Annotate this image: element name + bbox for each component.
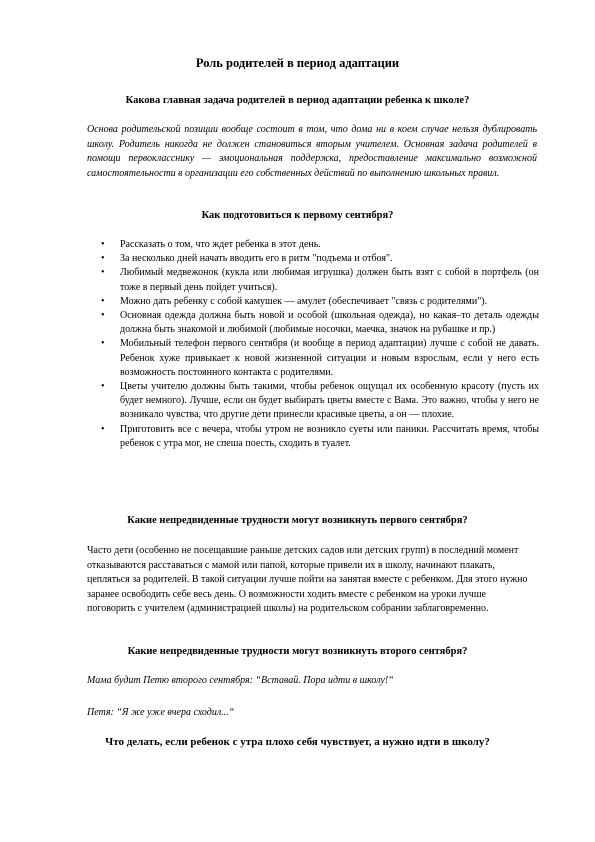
list-item-text: Цветы учителю должны быть такими, чтобы ребенок ощущал их особенную красоту (пусть их будет немного). Лучше, если он будет выбирать цветы вместе с Вама. Это важно, чтобы у него не возникало чувства, что другие дети принесли красивые цветы, а он — плохие. (120, 381, 539, 421)
document-title: Роль родителей в период адаптации (195, 56, 400, 70)
preparation-list (87, 238, 539, 451)
list-item (87, 266, 539, 294)
section-heading-second-september: Какие непредвиденные трудности могут возникнуть второго сентября? (127, 646, 468, 657)
section-heading-first-september-prep: Как подготовиться к первому сентября? (201, 210, 394, 221)
section-heading-feeling-unwell: Что делать, если ребенок с утра плохо себя чувствует, а нужно идти в школу? (105, 736, 490, 748)
list-item (87, 252, 539, 266)
list-item (87, 309, 539, 337)
paragraph-first-september-difficulties: Часто дети (особенно не посещавшие раньше детских садов или детских групп) в последний момент отказываются расставаться с мамой или папой, которые привели их в школу, начинают плакать, цепляться за родителей. В такой ситуации лучше пойти на занятая вместе с ребенком. Для этого нужно заранее освободить себе весь день. О возможности ходить вместе с ребенком на уроки лучше поговорить с учителем (администрацией школы) на родительском собрании заблаговременно. (87, 545, 528, 615)
paragraph-parent-position: Основа родительской позиции вообще состоит в том, что дома ни в коем случае нельзя дублировать школу. Родитель никогда не должен становиться вторым учителем. Основная задача родителей в помощи первокласснику — эмоциональная поддержка, предоставление максимально возможной самостоятельности в организации его собственных действий по выполнению школьных правил. (87, 124, 537, 179)
list-item-text: Мобильный телефон первого сентября (и вообще в период адаптации) лучше с собой не давать. Ребенок хуже привыкает к новой жизненной ситуации и новым взрослым, если у него есть возможность постоянного контакта с родителями. (120, 338, 539, 378)
bullet-icon: • (101, 267, 105, 279)
bullet-icon: • (101, 338, 105, 350)
list-item (87, 423, 539, 451)
list-item-text: Приготовить все с вечера, чтобы утром не возникло суеты или паники. Рассчитать время, чтобы ребенок с утра мог, не спеша поесть, сходить в туалет. (120, 423, 539, 449)
bullet-icon: • (101, 423, 105, 435)
bullet-icon: • (101, 253, 105, 265)
list-item-text: За несколько дней начать вводить его в ритм "подъема и отбоя". (120, 253, 393, 265)
list-item (87, 337, 539, 380)
dialogue-line-petya: Петя: “Я же уже вчера сходил...“ (87, 707, 235, 718)
list-item-text: Основная одежда должна быть новой и особой (школьная одежда), но какая–то деталь одежды должна быть знакомой и любимой (любимые носочки, маечка, значок на рубашке и пр.) (120, 310, 539, 336)
bullet-icon: • (101, 310, 105, 322)
list-item-text: Можно дать ребенку с собой камушек — амулет (обеспечивает "связь с родителями"). (120, 295, 488, 307)
bullet-icon: • (101, 239, 105, 250)
list-item (87, 380, 539, 423)
list-item (87, 238, 539, 252)
section-heading-main-task: Какова главная задача родителей в период адаптации ребенка к школе? (125, 95, 470, 106)
list-item-text: Любимый медвежонок (кукла или любимая игрушка) должен быть взят с собой в портфель (он тоже в первый день пойдет учиться). (120, 267, 539, 293)
list-item-text: Рассказать о том, что ждет ребенка в этот день. (120, 239, 321, 250)
list-item (87, 295, 539, 309)
dialogue-line-mom: Мама будит Петю второго сентября: “Вставай. Пора идти в школу!“ (87, 675, 394, 686)
bullet-icon: • (101, 381, 105, 393)
section-heading-first-september-difficulties: Какие непредвиденные трудности могут возникнуть первого сентября? (127, 515, 468, 526)
bullet-icon: • (101, 295, 105, 307)
